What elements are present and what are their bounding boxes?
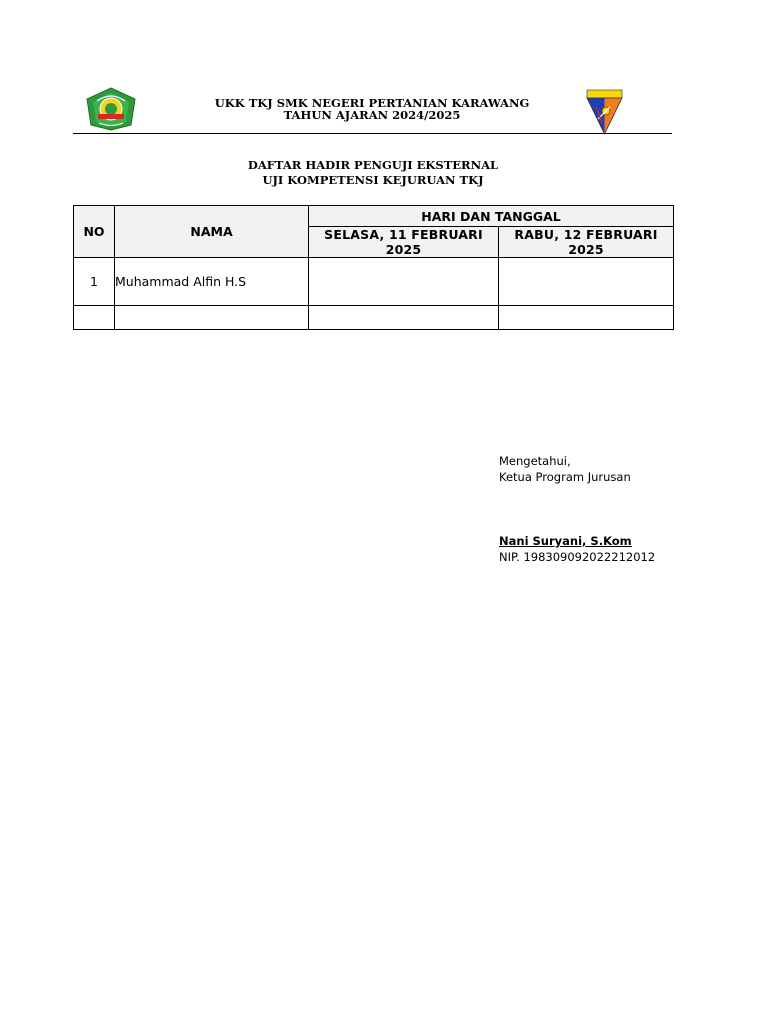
header-title-line2: TAHUN AJARAN 2024/2025 [283,108,461,122]
school-emblem-icon [85,87,137,131]
row-day1-signature-cell[interactable] [309,306,499,330]
attendance-table [73,205,674,330]
row-day2-signature-cell[interactable] [499,306,674,330]
column-header-no: NO [74,206,115,258]
row-name-cell: Muhammad Alfin H.S [115,258,309,306]
row-name-cell [115,306,309,330]
document-title-line1: DAFTAR HADIR PENGUJI EKSTERNAL [247,158,499,172]
signature-name: Nani Suryani, S.Kom [499,534,632,548]
row-number-cell: 1 [74,258,115,306]
header-title-line1: UKK TKJ SMK NEGERI PERTANIAN KARAWANG [214,96,530,110]
tkj-emblem-icon [586,89,623,135]
row-day2-signature-cell[interactable] [499,258,674,306]
tkj-emblem-logo [586,89,623,135]
school-emblem-logo [85,87,137,131]
document-title-line2: UJI KOMPETENSI KEJURUAN TKJ [262,173,484,187]
table-row [74,258,674,306]
row-day1-signature-cell[interactable] [309,258,499,306]
header-title [160,97,584,121]
table-header-row [74,206,674,227]
row-number-cell [74,306,115,330]
signature-role: Ketua Program Jurusan [499,470,631,484]
column-header-nama: NAMA [115,206,309,258]
column-header-hari-tanggal: HARI DAN TANGGAL [309,206,674,227]
signature-acknowledge: Mengetahui, [499,454,571,468]
column-header-date-2: RABU, 12 FEBRUARI 2025 [499,227,674,258]
signature-nip: NIP. 198309092022212012 [499,550,656,564]
table-row [74,306,674,330]
column-header-date-1: SELASA, 11 FEBRUARI 2025 [309,227,499,258]
header-divider [73,133,672,134]
document-title [173,158,573,188]
